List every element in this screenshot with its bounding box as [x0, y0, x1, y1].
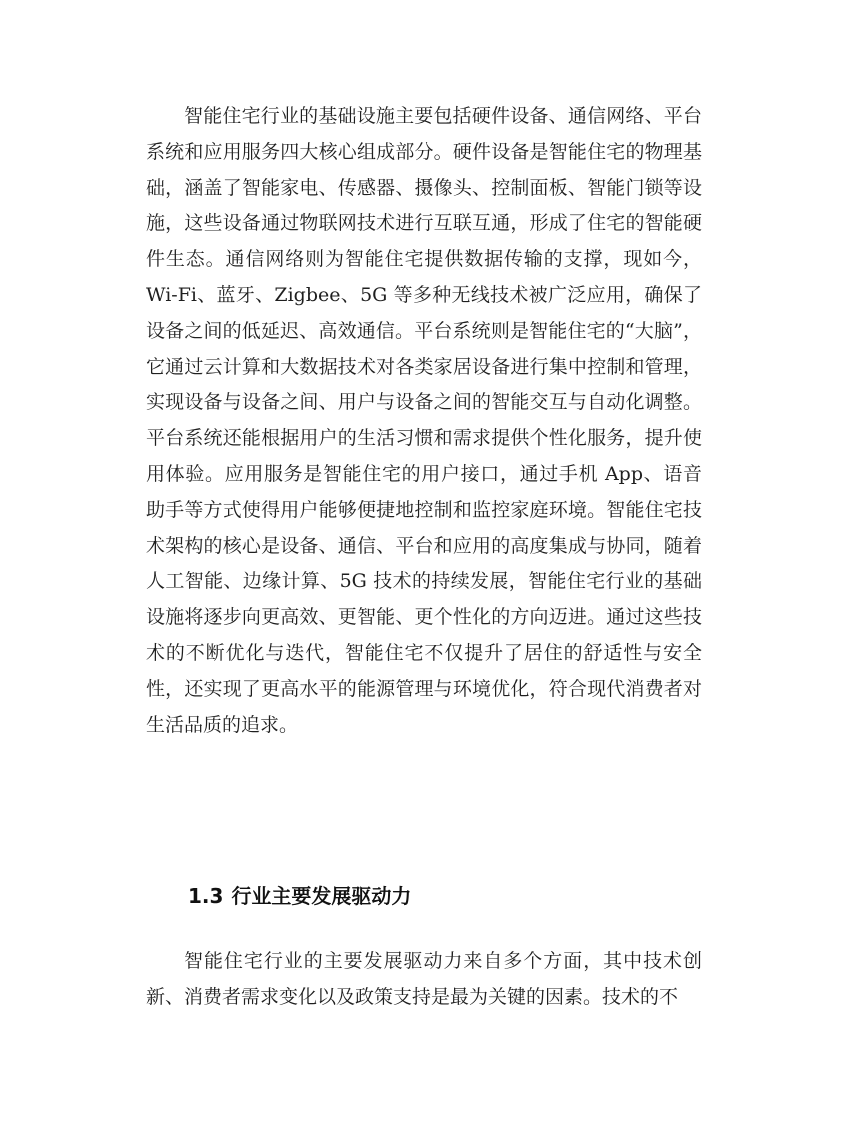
- section-number: 1.3: [188, 884, 224, 908]
- section-title: 行业主要发展驱动力: [231, 884, 412, 908]
- body-paragraph-drivers: 智能住宅行业的主要发展驱动力来自多个方面，其中技术创新、消费者需求变化以及政策支持是最为关键的因素。技术的不: [146, 950, 702, 1008]
- body-paragraph-infrastructure: 智能住宅行业的基础设施主要包括硬件设备、通信网络、平台系统和应用服务四大核心组成部分。硬件设备是智能住宅的物理基础，涵盖了智能家电、传感器、摄像头、控制面板、智能门锁等设施，这些设备通过物联网技术进行互联互通，形成了住宅的智能硬件生态。通信网络则为智能住宅提供数据传输的支撑，现如今，Wi-Fi、蓝牙、Zigbee、5G 等多种无线技术被广泛应用，确保了设备之间的低延迟、高效通信。平台系统则是智能住宅的“大脑”，它通过云计算和大数据技术对各类家居设备进行集中控制和管理，实现设备与设备之间、用户与设备之间的智能交互与自动化调整。平台系统还能根据用户的生活习惯和需求提供个性化服务，提升使用体验。应用服务是智能住宅的用户接口，通过手机 App、语音助手等方式使得用户能够便捷地控制和监控家庭环境。智能住宅技术架构的核心是设备、通信、平台和应用的高度集成与协同，随着人工智能、边缘计算、5G 技术的持续发展，智能住宅行业的基础设施将逐步向更高效、更智能、更个性化的方向迈进。通过这些技术的不断优化与迭代，智能住宅不仅提升了居住的舒适性与安全性，还实现了更高水平的能源管理与环境优化，符合现代消费者对生活品质的追求。: [146, 105, 702, 736]
- section-heading: [188, 878, 411, 914]
